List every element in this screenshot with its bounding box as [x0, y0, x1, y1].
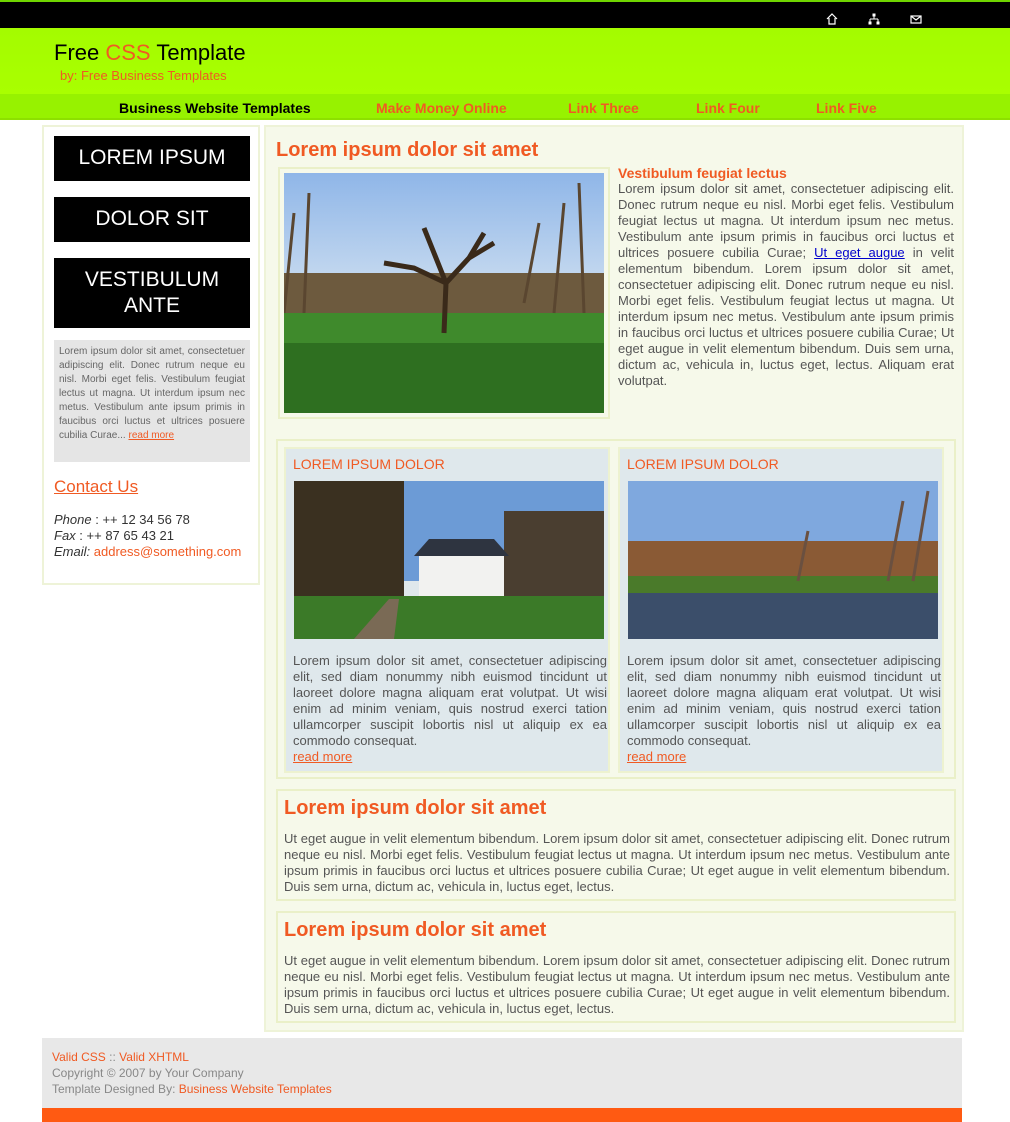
email-link[interactable]: address@something.com: [93, 544, 242, 559]
footer-designer-link[interactable]: Business Website Templates: [178, 1082, 332, 1096]
nav-item-link-three[interactable]: Link Three: [568, 100, 639, 116]
valid-xhtml-link[interactable]: Valid XHTML: [119, 1050, 189, 1064]
sidebar-button-lorem-ipsum[interactable]: LOREM IPSUM: [54, 136, 250, 181]
phone-label: Phone: [54, 512, 92, 527]
fax-value: : ++ 87 65 43 21: [79, 528, 174, 543]
fax-label: Fax: [54, 528, 76, 543]
feature-text: Lorem ipsum dolor sit amet, consectetuer adipiscing elit. Donec rutrum neque eu nisl. Morbi eget felis. Vestibulum feugiat lectus ut magna. Ut interdum ipsum nec metus. Vestibulum ante ipsum primis in faucibus orci luctus et ultrices posuere cubilia Curae; Ut eget augue in velit elementum bibendum. Lorem ipsum dolor sit amet, consectetuer adipiscing elit. Donec rutrum neque eu nisl. Morbi eget felis. Vestibulum feugiat lectus ut magna. Ut interdum ipsum nec metus. Vestibulum ante ipsum primis in faucibus orci luctus et ultrices posuere cubilia Curae; Ut eget augue in velit elementum bibendum. Duis sem urna, dictum ac, vehicula in, luctus eget, lectus. Aliquam erat volutpat.: [618, 181, 954, 388]
nav-item-make-money-online[interactable]: Make Money Online: [376, 100, 507, 116]
box-read-more-link[interactable]: read more: [627, 749, 687, 764]
sidebar-text-box: [54, 340, 250, 462]
sidebar: [42, 125, 260, 585]
main-nav: [0, 94, 1010, 120]
section-text: Ut eget augue in velit elementum bibendum. Lorem ipsum dolor sit amet, consectetuer adipiscing elit. Donec rutrum neque eu nisl. Morbi eget felis. Vestibulum feugiat lectus ut magna. Ut interdum ipsum nec metus. Vestibulum ante ipsum primis in faucibus orci luctus et ultrices posuere cubilia Curae; Ut eget augue in velit elementum bibendum. Duis sem urna, dictum ac, vehicula in, luctus eget, lectus.: [284, 831, 950, 894]
box-title: LOREM IPSUM DOLOR: [293, 456, 445, 472]
feature-title: Vestibulum feugiat lectus: [618, 165, 787, 181]
sidebar-button-vestibulum-ante[interactable]: VESTIBULUM ANTE: [54, 258, 250, 328]
content-box-2: [618, 447, 944, 773]
site-footer: [42, 1038, 962, 1108]
sitemap-icon[interactable]: [868, 13, 880, 25]
section-heading: Lorem ipsum dolor sit amet: [284, 797, 547, 819]
footer-validation-links: [52, 1050, 189, 1064]
footer-bar: [42, 1108, 962, 1122]
sidebar-button-dolor-sit[interactable]: DOLOR SIT: [54, 197, 250, 242]
box-photo-lake: [628, 481, 938, 639]
section-text: Ut eget augue in velit elementum bibendum. Lorem ipsum dolor sit amet, consectetuer adipiscing elit. Donec rutrum neque eu nisl. Morbi eget felis. Vestibulum feugiat lectus ut magna. Ut interdum ipsum nec metus. Vestibulum ante ipsum primis in faucibus orci luctus et ultrices posuere cubilia Curae; Ut eget augue in velit elementum bibendum. Duis sem urna, dictum ac, vehicula in, luctus eget, lectus.: [284, 953, 950, 1016]
content-boxes: [276, 439, 956, 779]
contact-us-heading[interactable]: Contact Us: [54, 477, 139, 496]
main-content: [264, 125, 964, 1032]
nav-item-business-website-templates[interactable]: Business Website Templates: [119, 100, 311, 116]
section-heading: Lorem ipsum dolor sit amet: [284, 919, 547, 941]
phone-value: : ++ 12 34 56 78: [95, 512, 190, 527]
box-title: LOREM IPSUM DOLOR: [627, 456, 779, 472]
site-byline: by: Free Business Templates: [60, 68, 227, 83]
content-section-1: [276, 789, 956, 901]
valid-css-link[interactable]: Valid CSS: [52, 1050, 106, 1064]
box-read-more-link[interactable]: read more: [293, 749, 353, 764]
sidebar-box-text: Lorem ipsum dolor sit amet, consectetuer adipiscing elit. Donec rutrum neque eu nisl. Morbi eget felis. Vestibulum feugiat lectus ut magna. Ut interdum ipsum nec metus. Vestibulum ante ipsum primis in faucibus orci luctus et ultrices posuere cubilia Curae...: [59, 346, 245, 441]
nav-item-link-four[interactable]: Link Four: [696, 100, 760, 116]
top-bar: [0, 0, 1010, 28]
box-text: Lorem ipsum dolor sit amet, consectetuer adipiscing elit, sed diam nonummy nibh euismod tincidunt ut laoreet dolore magna aliquam erat volutpat. Ut wisi enim ad minim veniam, quis nostrud exerci tation ullamcorper suscipit lobortis nisl ut aliquip ex ea commodo consequat.: [293, 653, 607, 748]
content-section-2: [276, 911, 956, 1023]
box-text: Lorem ipsum dolor sit amet, consectetuer adipiscing elit, sed diam nonummy nibh euismod tincidunt ut laoreet dolore magna aliquam erat volutpat. Ut wisi enim ad minim veniam, quis nostrud exerci tation ullamcorper suscipit lobortis nisl ut aliquip ex ea commodo consequat.: [627, 653, 941, 748]
nav-item-link-five[interactable]: Link Five: [816, 100, 877, 116]
title-css-word: CSS: [105, 40, 151, 65]
feature-photo-park-tree: [284, 173, 604, 413]
main-heading: Lorem ipsum dolor sit amet: [276, 139, 539, 161]
box-photo-manor-house: [294, 481, 604, 639]
site-title[interactable]: Free CSS Template: [54, 40, 246, 65]
home-icon[interactable]: [826, 13, 838, 25]
contact-info: [54, 512, 241, 560]
footer-copyright: Copyright © 2007 by Your Company: [52, 1066, 244, 1080]
site-header: [0, 28, 1010, 94]
footer-designed-by: Template Designed By: Business Website Templates: [52, 1082, 332, 1096]
feature-photo-frame: [278, 167, 610, 419]
sidebar-read-more-link[interactable]: read more: [128, 430, 175, 441]
mail-icon[interactable]: [910, 13, 922, 25]
footer-separator: ::: [109, 1050, 116, 1064]
content-box-1: [284, 447, 610, 773]
email-label: Email:: [54, 544, 91, 559]
feature-inline-link[interactable]: Ut eget augue: [814, 245, 905, 260]
